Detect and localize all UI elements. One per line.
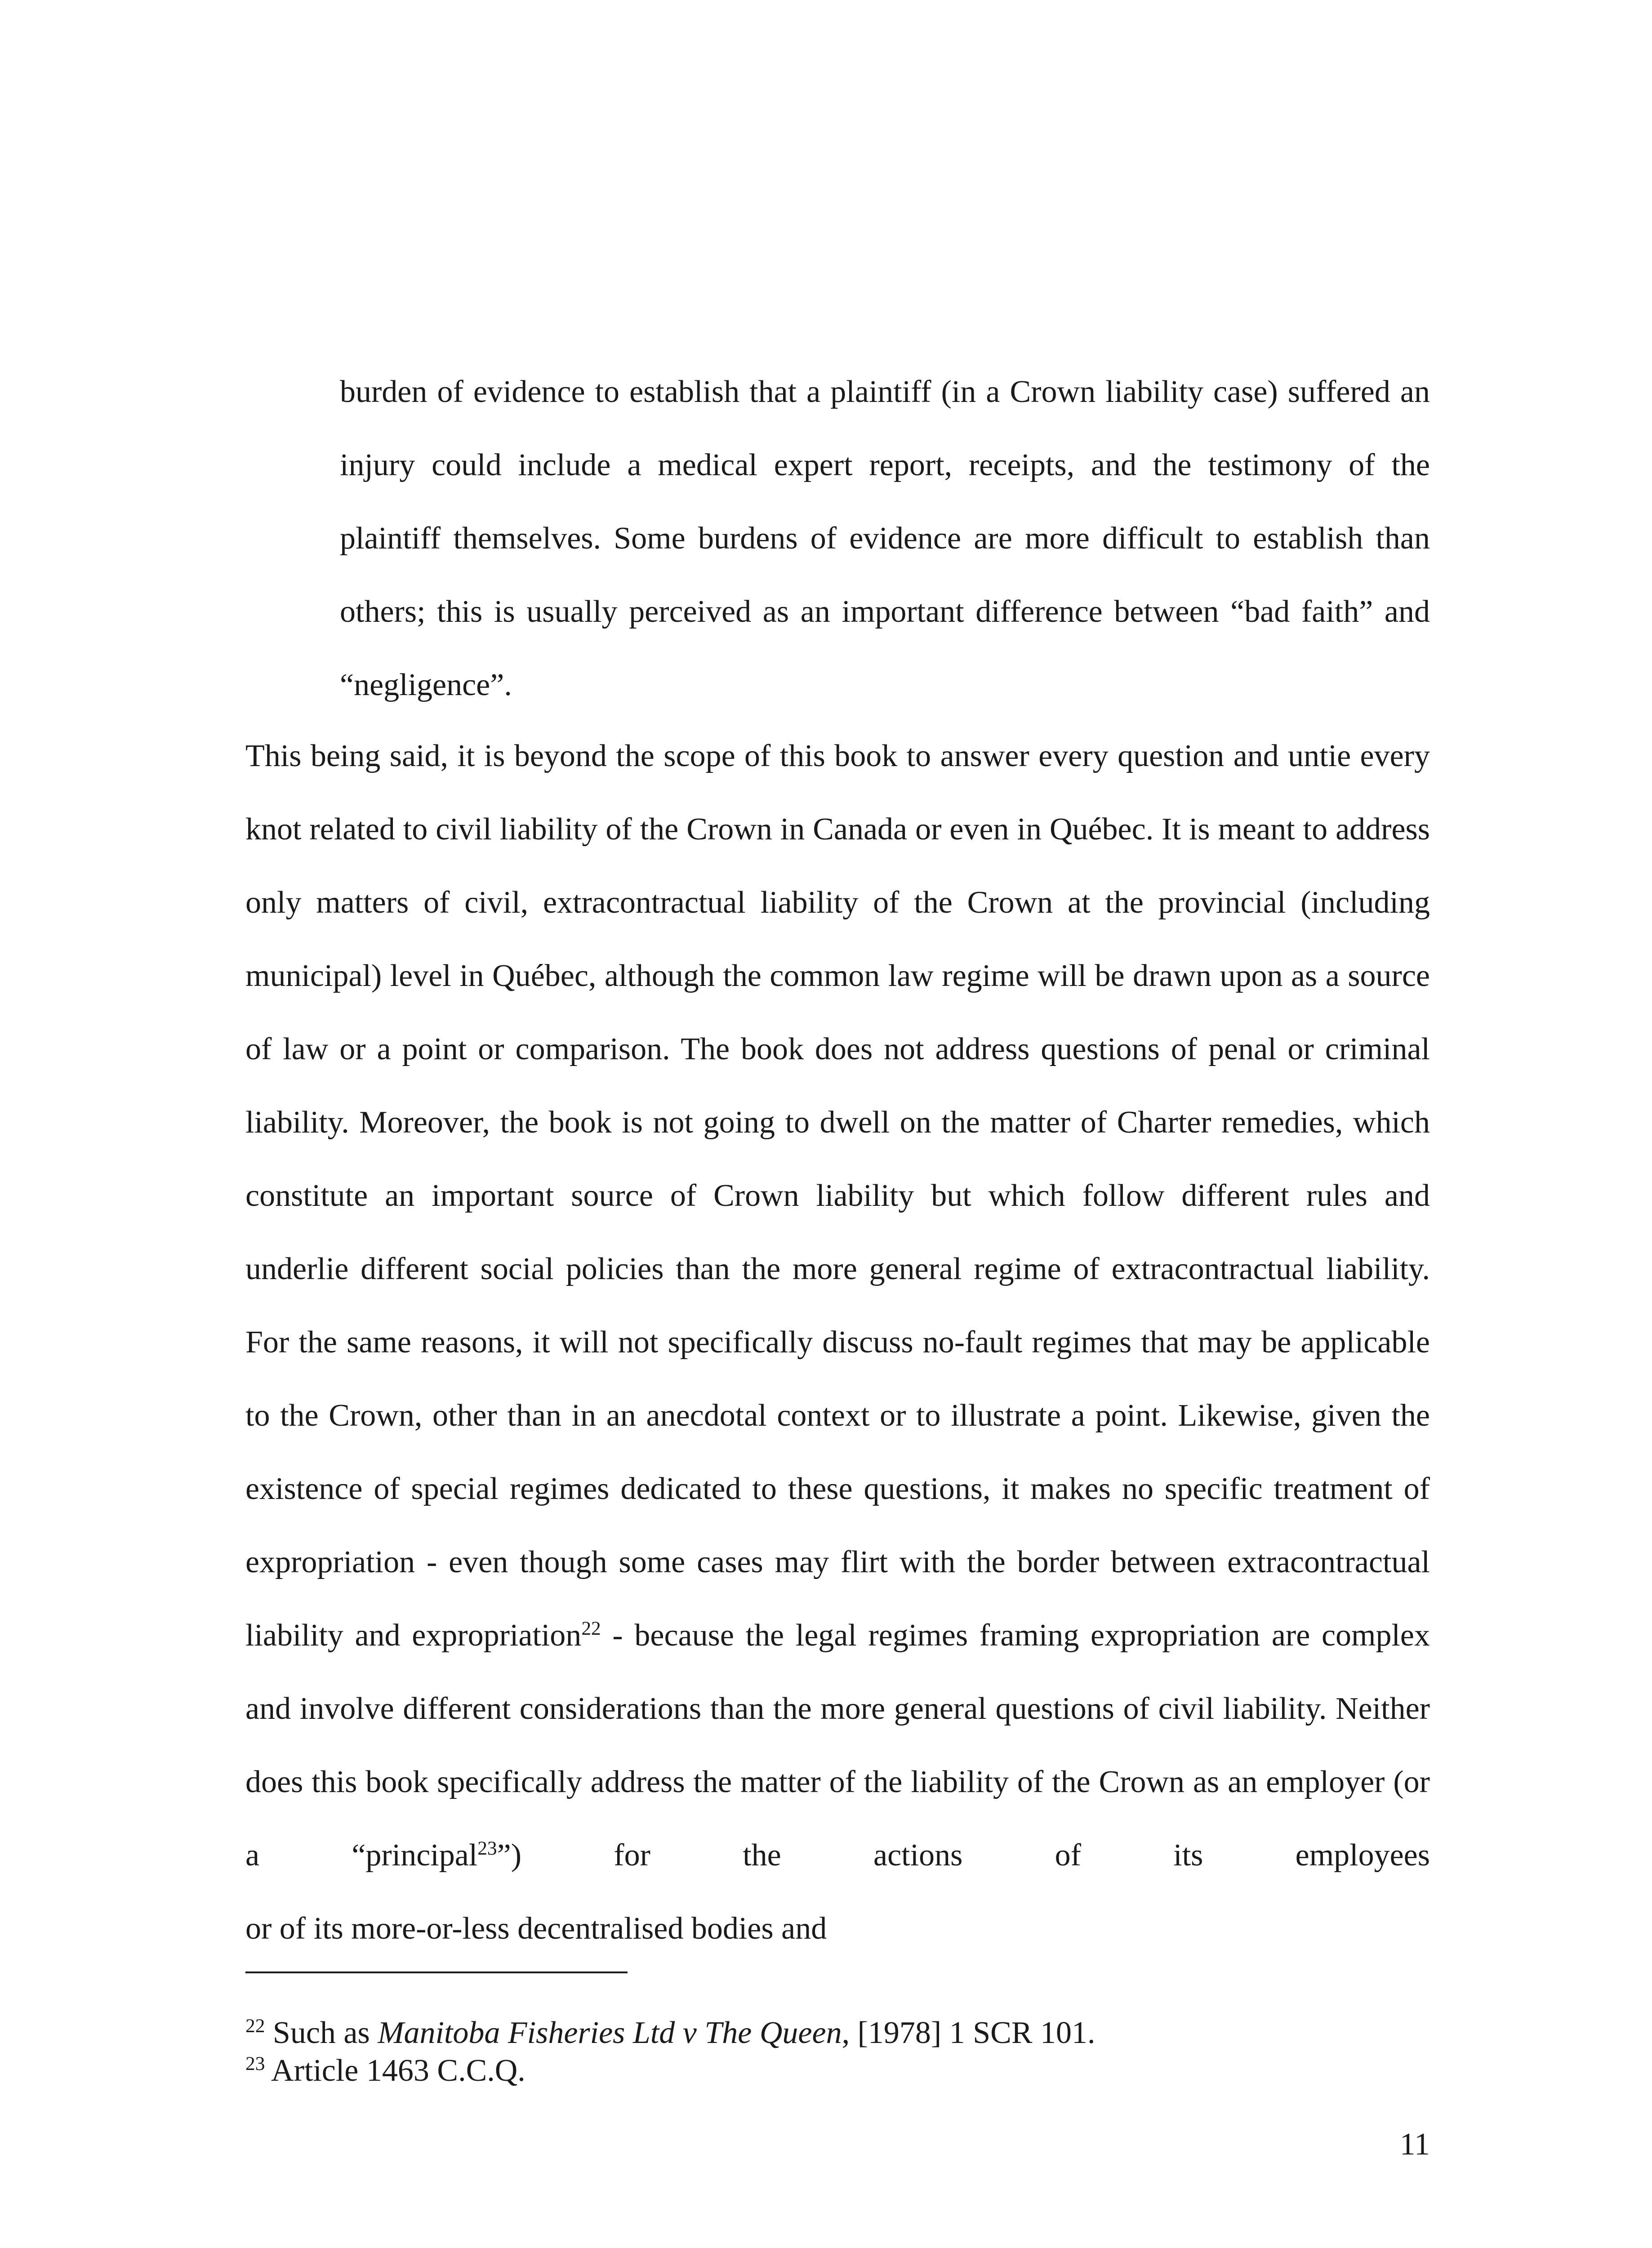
footnote-text: Article 1463 C.C.Q.	[265, 2053, 525, 2088]
page-number: 11	[1399, 2127, 1430, 2162]
footnote-number: 23	[245, 2053, 265, 2075]
footnotes	[245, 2014, 1430, 2090]
body-paragraph-last-line: or of its more-or-less decentralised bodies and	[245, 1911, 827, 1946]
footnote-23	[245, 2052, 1430, 2090]
block-quote-text: burden of evidence to establish that a plaintiff (in a Crown liability case) suffered an injury could include a medical expert report, receipts, and the testimony of the plaintiff themselves. Some burdens of evidence are more difficult to establish than others; this is usually perceived as an important difference between “bad faith” and “negligence”.	[340, 375, 1430, 702]
footnote-ref-23[interactable]: 23	[477, 1838, 497, 1860]
block-quote	[340, 355, 1430, 722]
footnote-case-name: Manitoba Fisheries Ltd v The Queen	[378, 2016, 842, 2050]
footnote-suffix: , [1978] 1 SCR 101.	[842, 2016, 1095, 2050]
footnote-22	[245, 2014, 1430, 2052]
body-paragraph-main	[245, 719, 1430, 1892]
body-paragraph	[245, 719, 1430, 1965]
body-text-part-2: - because the legal regimes framing expropriation are complex and involve different considerations than the more general questions of civil liability. Neither does this book specifically address the matter of the liability of the Crown as an employer (or a “principal	[245, 1618, 1430, 1873]
body-text-part-3: ”) for the actions of its employees	[497, 1838, 1430, 1873]
footnote-ref-22[interactable]: 22	[581, 1618, 601, 1640]
footnote-number: 22	[245, 2015, 265, 2037]
body-text-part-1: This being said, it is beyond the scope of this book to answer every question and untie every knot related to civil liability of the Crown in Canada or even in Québec. It is meant to address only matters of civil, extracontractual liability of the Crown at the provincial (including municipal) level in Québec, although the common law regime will be drawn upon as a source of law or a point or comparison. The book does not address questions of penal or criminal liability. Moreover, the book is not going to dwell on the matter of Charter remedies, which constitute an important source of Crown liability but which follow different rules and underlie different social policies than the more general regime of extracontractual liability. For the same reasons, it will not specifically discuss no-fault regimes that may be applicable to the Crown, other than in an anecdotal context or to illustrate a point. Likewise, given the existence of special regimes dedicated to these questions, it makes no specific treatment of expropriation - even though some cases may flirt with the border between extracontractual liability and expropriation	[245, 739, 1430, 1653]
footnote-prefix: Such as	[265, 2016, 378, 2050]
footnote-separator	[245, 1971, 628, 1973]
